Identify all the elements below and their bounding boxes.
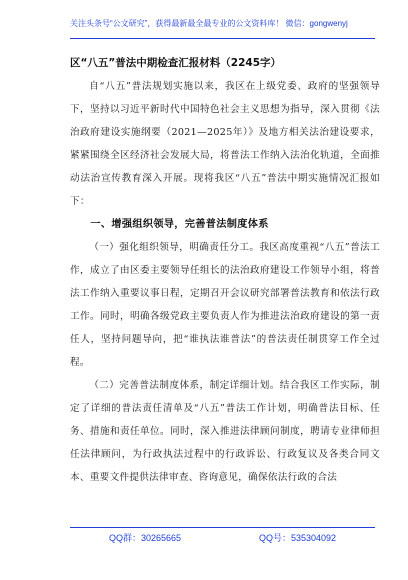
document-body — [70, 75, 380, 489]
footer-divider — [70, 527, 375, 528]
subsection-paragraph-1: （一）强化组织领导，明确责任分工。我区高度重视“八五”普法工作，成立了由区委主要领导任组长的法治政府建设工作领导小组，将普法工作纳入重要议事日程，定期召开会议研究部署普法教育和依法行政工作。同时，明确各级党政主要负责人作为推进法治政府建设的第一责任人，坚持问题导向，把“谁执法谁普法”的普法责任制贯穿工作全过程。 — [70, 242, 380, 368]
footer-qq-group: QQ群：30265665 — [108, 533, 182, 543]
subsection-paragraph-2: （二）完善普法制度体系，制定详细计划。结合我区工作实际，制定了详细的普法责任清单及“八五”普法工作计划，明确普法目标、任务、措施和责任单位。同时，深入推进法律顾问制度，聘请专业律师担任法律顾问，为行政执法过程中的行政诉讼、行政复议及各类合同文本、重要文件提供法律审查、咨询意见，确保依法行政的合法 — [70, 380, 380, 483]
intro-paragraph: 自“八五”普法规划实施以来，我区在上级党委、政府的坚强领导下，坚持以习近平新时代中国特色社会主义思想为指导，深入贯彻《法治政府建设实施纲要（2021—2025年）》及地方相关法治建设要求，紧紧围绕全区经济社会发展大局，将普法工作纳入法治化轨道，全面推动法治宣传教育深入开展。现将我区“八五”普法中期实施情况汇报如下： — [70, 81, 380, 207]
footer-qq-number: QQ号：535304092 — [258, 533, 337, 543]
header-divider — [70, 38, 375, 39]
section-heading: 一、增强组织领导，完善普法制度体系 — [90, 219, 269, 230]
header-notice: 关注头条号“公文研究”，获得最新最全最专业的公文资料库！ 微信：gongwenyj — [70, 19, 348, 28]
document-title: 区“八五”普法中期检查汇报材料（2245字） — [70, 57, 282, 69]
footer — [70, 531, 375, 544]
